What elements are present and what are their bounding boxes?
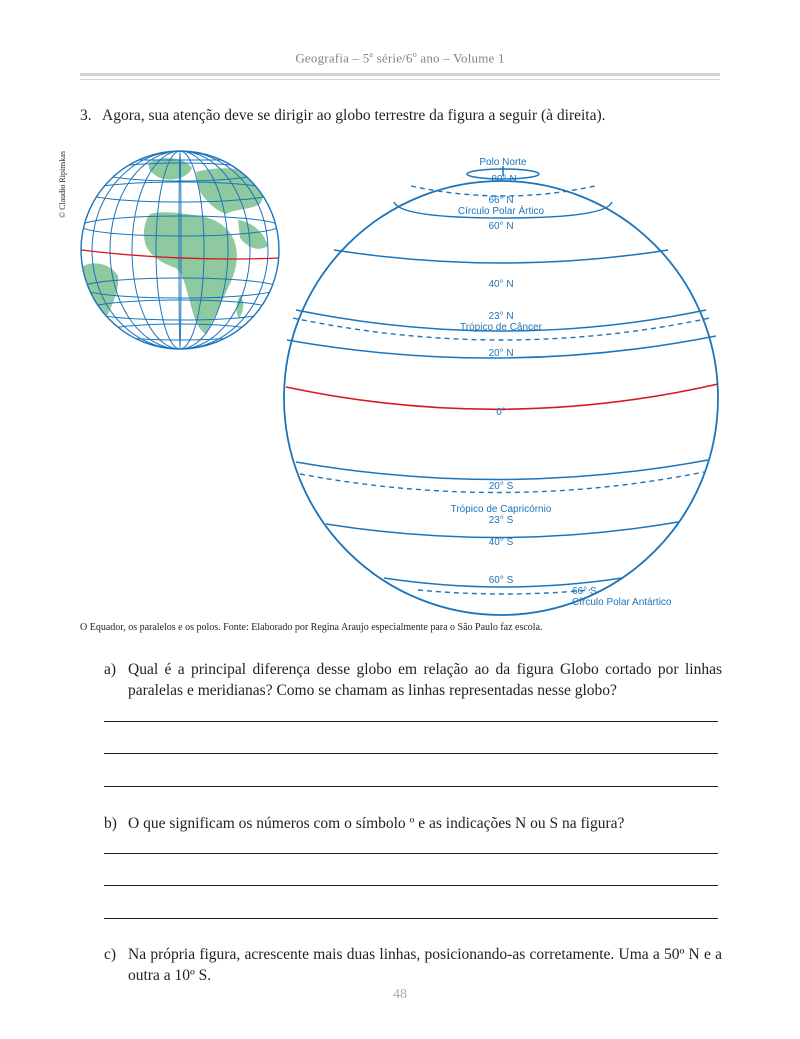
parallel-66s (418, 590, 590, 594)
item-c-label: c) (104, 946, 117, 963)
label-60n: 60° N (488, 221, 514, 232)
photo-credit: © Claudio Ripinskas (58, 151, 67, 218)
label-60s: 60° S (488, 575, 514, 586)
label-20s: 20° S (488, 481, 514, 492)
label-equator: 0° (496, 407, 506, 418)
answer-line-a2[interactable] (104, 753, 718, 754)
label-tropic-cancer: Trópico de Câncer (460, 322, 542, 333)
label-20n: 20° N (488, 348, 514, 359)
item-a-label: a) (104, 661, 117, 678)
question-number: 3. (80, 107, 92, 124)
label-66s: 66° S (572, 586, 597, 597)
running-header: Geografia – 5$^a$ série/6$^o$ ano – Volume 1 (295, 50, 505, 66)
item-c-text: Na própria figura, acrescente mais duas linhas, posicionando-as corretamente. Uma a 50º N e a outra a 10º S. (128, 946, 722, 984)
globe-labels (451, 157, 672, 608)
item-b-text: O que significam os números com o símbolo º e as indicações N ou S na figura? (128, 815, 625, 832)
label-north-pole: Polo Norte (479, 157, 527, 168)
answer-line-b2[interactable] (104, 885, 718, 886)
label-80n: 80° N (491, 174, 517, 185)
label-arctic-circle: Círculo Polar Ártico (457, 206, 545, 217)
equator-line (286, 384, 718, 409)
question-text: Agora, sua atenção deve se dirigir ao globo terrestre da figura a seguir (à direita). (102, 107, 606, 124)
answer-line-b3[interactable] (104, 918, 718, 919)
label-antarctic-circle: Círculo Polar Antártico (572, 597, 672, 608)
answer-line-a3[interactable] (104, 786, 718, 787)
parallel-20s (296, 460, 708, 480)
answer-line-b1[interactable] (104, 853, 718, 854)
item-b-label: b) (104, 815, 117, 832)
item-a-text: Qual é a principal diferença desse globo em relação ao da figura Globo cortado por linhas paralelas e meridianas? Como se chamam as linhas representadas nesse globo? (128, 661, 722, 699)
figure-caption: O Equador, os paralelos e os polos. Fonte: Elaborado por Regina Araujo especialmente para o São Paulo faz escola. (80, 622, 543, 633)
parallel-60n (334, 250, 668, 263)
label-40s: 40° S (488, 537, 514, 548)
page-number: 48 (393, 987, 407, 1002)
label-23s: 23° S (488, 515, 514, 526)
label-40n: 40° N (488, 279, 514, 290)
label-23n: 23° N (488, 311, 514, 322)
label-66n: 66° N (488, 195, 514, 206)
small-globe (79, 151, 280, 349)
label-tropic-capricorn: Trópico de Capricórnio (450, 504, 552, 515)
answer-line-a1[interactable] (104, 721, 718, 722)
